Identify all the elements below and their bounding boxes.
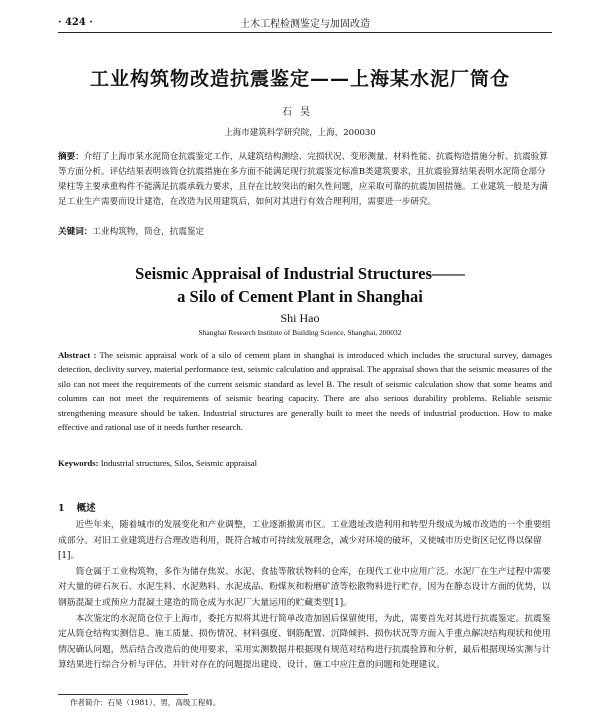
chinese-abstract [58,150,552,210]
page-number: · 424 · [58,16,93,28]
english-title-line1: Seismic Appraisal of Industrial Structures—— [135,264,465,283]
english-title-line2: a Silo of Cement Plant in Shanghai [177,287,423,306]
journal-title: 土木工程检测鉴定与加固改造 [240,18,370,30]
english-keywords-label: Keywords: [58,458,99,468]
chinese-abstract-label: 摘要： [58,152,84,162]
chinese-keywords-text: 工业构筑物，筒仓，抗震鉴定 [92,227,205,237]
chinese-affiliation: 上海市建筑科学研究院，上海，200030 [224,128,376,138]
chinese-author: 石昊 [282,107,318,118]
chinese-keywords [58,225,552,240]
paragraph-3: 本次鉴定的水泥筒仓位于上海市，委托方拟将其进行简单改造加固后保留使用，为此，需要首先对其进行抗震鉴定。抗震鉴定从筒仓结构实测信息、施工质量、损伤情况、材料强度、钢筋配置、沉降倾斜、损伤状况等方面入手重点解决结构现状和使用情况确认问题，然后结合改造后的使用要求，采用实测数据并根据现有规范对结构进行抗震验算和分析，最后根据现场实测与计算结果进行综合分析与评估，并针对存在的问题提出建设、设计、施工中应注意的问题和处理建议。 [58,613,551,671]
chinese-abstract-text: 介绍了上海市某水泥筒仓抗震鉴定工作，从建筑结构测绘、完损状况、变形测量、材料性能、抗震构造措施分析、抗震验算等方面分析。评估结果表明该筒仓抗震措施在多方面不能满足现行抗震鉴定标准B类建筑要求，且抗震验算结果表明水泥筒仓部分梁柱等主要承重构件不能满足抗震承载力要求，且存在比较突出的耐久性问题，应采取可靠的抗震加固措施。工业建筑一般是为满足工业生产需要而设计建造，在改造为民用建筑后，如何对其进行有效合理利用，需要进一步研究。 [58,152,548,207]
section-number: 1 [58,503,65,514]
english-abstract-text: The seismic appraisal work of a silo of cement plant in shanghai is introduced which includes the structural survey, damages detection, declivity survey, material performance test, seismic calculation and appraisal. The appraisal shows that the seismic measures of the silo can not meet the requirements of the current seismic standard as level B. The result of seismic calculation show that some beams and columns can not meet the requirements of seismic bearing capacity. There are also serious durability problems. Reliable seismic strengthening measure should be taken. Industrial structures are generally built to meet the needs of industrial production. How to make effective and rational use of it needs further research. [58,350,552,433]
english-keywords-text: Industrial structures, Silos, Seismic appraisal [100,458,258,468]
paragraph-2: 筒仓属于工业构筑物，多作为储存焦炭、水泥、食盐等散状物料的仓库，在现代工业中应用广泛。水泥厂在生产过程中需要对大量的碎石灰石、水泥生料、水泥熟料、水泥成品、粉煤灰和粉磨矿渣等松散物料进行贮存，因为在静态设计方面的优势，以钢筋混凝土或预应力混凝土建造的筒仓成为水泥厂大量运用的贮藏类型[1]。 [58,566,551,608]
header-rule [58,32,552,33]
paragraph-1: 近些年来，随着城市的发展变化和产业调整，工业逐渐撤离市区。工业遗址改造利用和转型升级成为城市改造的一个重要组成部分。对旧工业建筑进行合理改造利用，既符合城市可持续发展理念，减少对环境的破坏，又使城市历史街区记忆得以保留[1]。 [58,520,551,562]
running-header [58,14,552,30]
english-keywords [58,456,552,471]
chinese-title: 工业构筑物改造抗震鉴定——上海某水泥厂筒仓 [89,68,510,90]
english-affiliation: Shanghai Research Institute of Building Science, Shanghai, 200032 [198,328,402,337]
english-abstract-label: Abstract : [58,350,97,360]
section-title: 概述 [76,503,96,514]
section-heading [58,500,96,514]
section-body [58,518,552,674]
footnote-rule [58,694,188,695]
english-abstract [58,348,552,434]
author-footnote: 作者简介：石昊（1981），男，高级工程师。 [70,698,221,707]
english-title [0,262,600,308]
chinese-keywords-label: 关键词： [58,227,93,237]
english-author: Shi Hao [280,311,320,325]
